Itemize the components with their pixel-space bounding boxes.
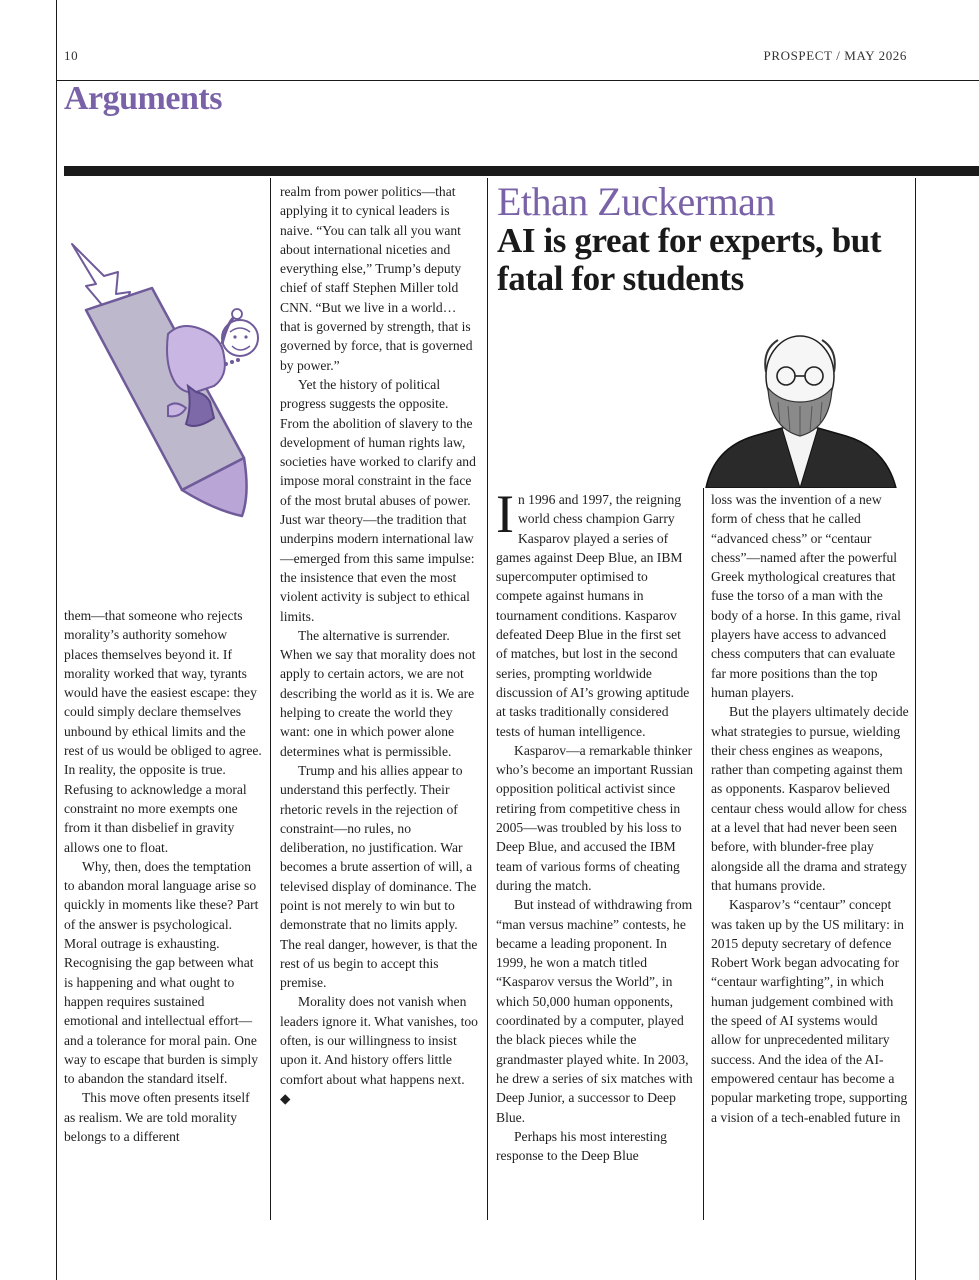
col3-para-4: Perhaps his most interesting response to the Deep Blue: [496, 1128, 667, 1164]
article-column-2: [280, 182, 478, 1108]
col2-para-2: Yet the history of political progress suggests the opposite. From the abolition of slavery to the development of human rights law, societies have worked to clarify and impose moral constraint in the face of the most brutal abuses of power. Just war theory—the tradition that underpins modern international law—emerged from this same impulse: the insistence that even the most violent activity is subject to ethical limits.: [280, 376, 476, 624]
col1-para-3: This move often presents itself as realism. We are told morality belongs to a different: [64, 1090, 250, 1145]
missile-body: [86, 288, 244, 490]
col2-para-3: The alternative is surrender. When we say that morality does not apply to certain actors, we are not describing the world as it is. We are helping to create the world they want: one in which power alone determines what is permissible.: [280, 627, 476, 759]
drop-cap: I: [496, 484, 514, 544]
col4-para-1: loss was the invention of a new form of chess that he called “advanced chess” or “centaur chess”—named after the powerful Greek mythological creatures that fuse the torso of a man with the body of a horse. In this game, rival players have access to advanced chess computers that can evaluate far more positions than the top human players.: [711, 492, 901, 700]
author-name: Ethan Zuckerman: [497, 179, 775, 224]
column-rule-2: [487, 178, 488, 1220]
page-left-rule: [56, 0, 57, 1280]
col3-para-3: But instead of withdrawing from “man versus machine” contests, he became a leading proponent. In 1999, he won a match titled “Kasparov versus the World”, in which 50,000 human opponents, coordinated by a computer, played the black pieces while the grandmaster played white. In 2003, he drew a series of six matches with Deep Junior, a successor to Deep Blue.: [496, 897, 693, 1125]
article-column-3: [496, 484, 694, 1165]
col3-para-2: Kasparov—a remarkable thinker who’s become an important Russian opposition political activist since retiring from competitive chess in 2005—was troubled by his loss to Deep Blue, and accused the IBM team of various forms of cheating during the match.: [496, 742, 694, 893]
article-column-4: [711, 490, 909, 1127]
rider-body: [167, 326, 225, 392]
col3-para-1-text: n 1996 and 1997, the reigning world chess champion Garry Kasparov played a series of games against Deep Blue, an IBM supercomputer optimised to compete against humans in tournament conditions. Kasparov defeated Deep Blue in the first set of matches, but lost in the second series, prompting worldwide discussion of AI’s growing aptitude at tasks traditionally considered tests of human intelligence.: [496, 492, 690, 739]
page-number: 10: [64, 48, 79, 63]
article-headline: AI is great for experts, but fatal for students: [497, 221, 882, 298]
col4-para-3: Kasparov’s “centaur” concept was taken up by the US military: in 2015 deputy secretary of defence Robert Work began advocating for “centaur warfighting”, in which human judgement combined with the speed of AI systems would allow for unprecedented military success. And the idea of the AI-empowered centaur has become a popular marketing trope, supporting a vision of a tech-enabled future in: [711, 897, 908, 1125]
column-rule-1: [270, 178, 271, 1220]
col2-para-5: Morality does not vanish when leaders ignore it. What vanishes, too often, is our willingness to insist upon it. And history offers little comfort about what happens next. ◆: [280, 994, 478, 1106]
section-bar: [64, 166, 979, 176]
author-portrait: [700, 332, 900, 488]
section-title: Arguments: [64, 80, 222, 117]
column-rule-3: [703, 488, 704, 1220]
running-title: PROSPECT / MAY 2026: [763, 48, 907, 63]
col3-para-1: [496, 484, 694, 741]
missile-illustration: [64, 236, 264, 526]
col1-para-1: them—that someone who rejects morality’s authority somehow places themselves beyond it. If morality worked that way, tyrants would have the easiest escape: they could simply declare themselves unbound by ethical limits and the rest of us would be obliged to agree. In reality, the opposite is true. Refusing to acknowledge a moral constraint no more exempts one from it than disbelief in gravity allows one to float.: [64, 608, 262, 855]
article-column-1: [64, 606, 262, 1146]
col2-para-4: Trump and his allies appear to understand this perfectly. Their rhetoric revels in the rejection of constraint—no rules, no deliberation, no justification. War becomes a brute assertion of will, a televised display of dominance. The point is not merely to win but to demonstrate that no limits apply. The real danger, however, is that the rest of us begin to accept this premise.: [280, 762, 478, 991]
col4-para-2: But the players ultimately decide what strategies to pursue, wielding their chess engines as weapons, rather than competing against them as opponents. Kasparov believed centaur chess would allow for chess at a level that had never been seen before, with blunder-free play alongside all the drama and strategy that humans provide.: [711, 704, 909, 893]
col2-para-1: realm from power politics—that applying it to cynical leaders is naive. “You can talk all you want about international niceties and everything else,” Trump’s deputy chief of staff Stephen Miller told CNN. “But we live in a world… that is governed by strength, that is governed by force, that is governed by power.”: [280, 184, 473, 373]
column-rule-4: [915, 178, 916, 1280]
col1-para-2: Why, then, does the temptation to abandon moral language arise so quickly in moments like these? Part of the answer is psychological. Moral outrage is exhausting. Recognising the gap between what is happening and what ought to happen requires sustained emotional and intellectual effort—and a tolerance for moral pain. One way to escape that burden is simply to abandon the standard itself.: [64, 858, 259, 1087]
